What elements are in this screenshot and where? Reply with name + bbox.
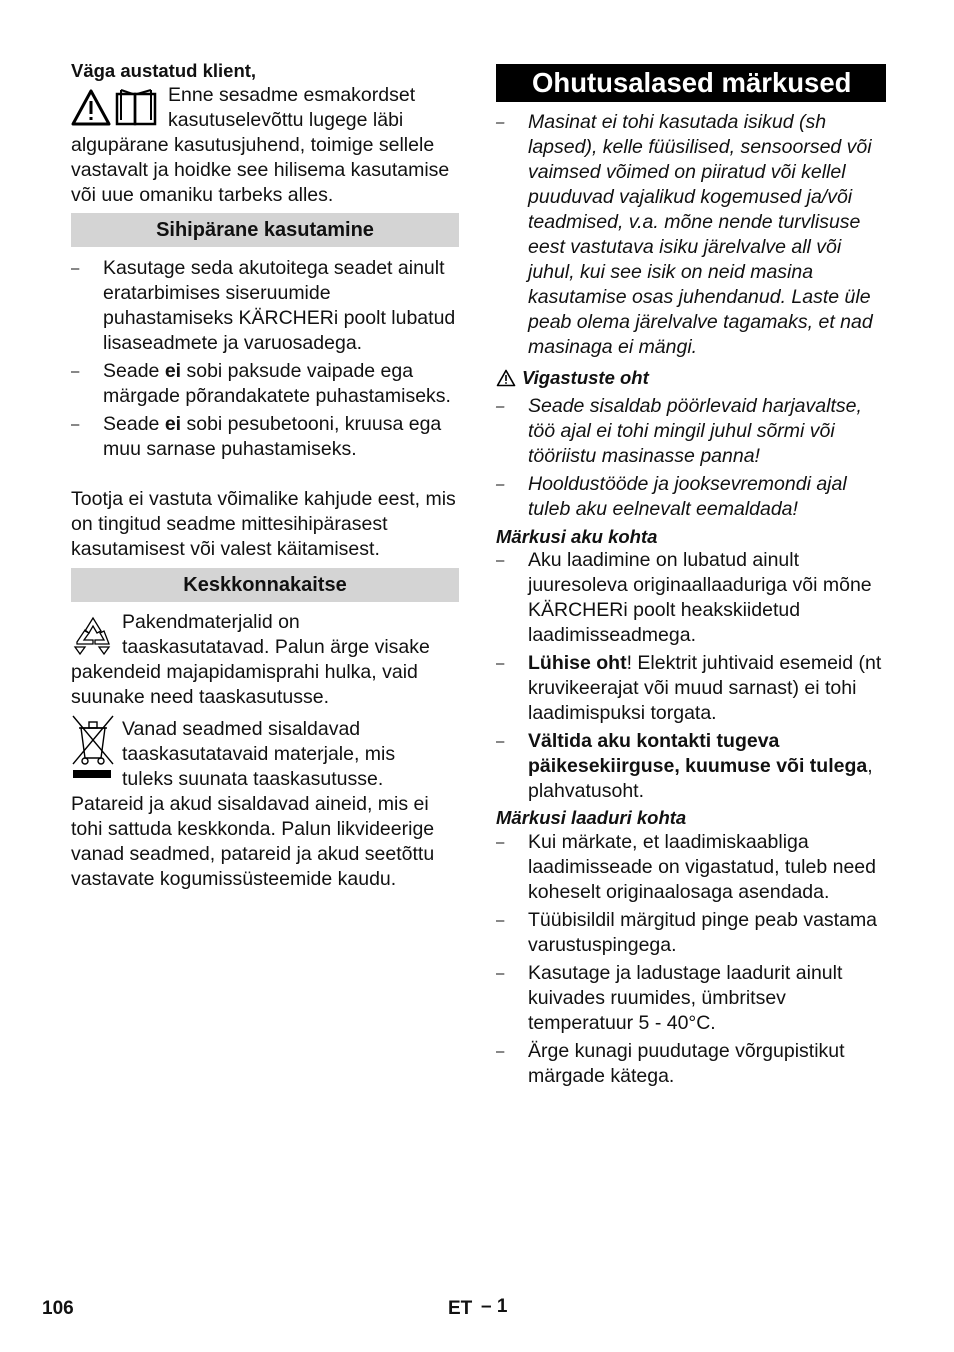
greeting: Väga austatud klient, bbox=[71, 60, 257, 81]
battery-list bbox=[496, 548, 886, 804]
recycle-line-1: Pakendmaterjalid on bbox=[122, 611, 300, 633]
list-item: – Aku laadimine on lubatud ainult juuresoleva originaallaaduriga või mõne KÄRCHERi poolt heakskiidetud laadimisseadmega. bbox=[496, 548, 886, 648]
page-number: 106 bbox=[42, 1298, 74, 1319]
weee-line-2: taaskasutatavaid materjale, mis bbox=[122, 743, 396, 765]
language-code: ET bbox=[448, 1298, 473, 1319]
weee-text: Patareid ja akud sisaldavad aineid, mis ei tohi sattuda keskkonda. Palun likvideerige vanad seadmed, patareid ja akud seetõttu vastavate kogumissüsteemide kaudu. bbox=[71, 793, 435, 890]
recycle-icon bbox=[71, 614, 115, 663]
recycle-text: pakendeid majapidamisprahi hulka, vaid suunake need taaskasutusse. bbox=[71, 661, 418, 708]
sub-page-number: – 1 bbox=[481, 1296, 508, 1317]
section-title-intended-use: Sihipärane kasutamine bbox=[71, 213, 459, 247]
list-item: – Kasutage ja ladustage laadurit ainult kuivades ruumides, ümbritsev temperatuur 5 - 40°C. bbox=[496, 961, 886, 1036]
crossed-bin-icon bbox=[71, 714, 115, 787]
injury-title: Vigastuste oht bbox=[496, 365, 886, 393]
warning-triangle-icon bbox=[496, 368, 516, 393]
intro-line-1: Enne sesadme esmakordset bbox=[168, 84, 416, 106]
list-item: – Masinat ei tohi kasutada isikud (sh lapsed), kelle füüsilised, sensoorsed või vaimsed võimed on piiratud või kellel puuduvad vajalikud kogemused ja/või teadmised, v.a. mõne nende turvlisuse eest vastutava isiku järelvalve all või juhul, kui see isik on neid masina kasutamise osas juhendanud. Laste üle peab olema järelvalve tagamaks, et nad masinaga ei mängi. bbox=[496, 110, 886, 360]
manual-book-icon bbox=[117, 90, 155, 124]
safety-intro-list bbox=[496, 110, 886, 360]
list-item: – Kui märkate, et laadimiskaabliga laadimisseade on vigastatud, tuleb need koheselt originaalosaga asendada. bbox=[496, 830, 886, 905]
list-item: – Hooldustööde ja jooksevremondi ajal tuleb aku eelnevalt eemaldada! bbox=[496, 472, 886, 522]
list-item: – Lühise oht! Elektrit juhtivaid esemeid (nt kruvikeerajat või muud sarnast) ei tohi laadimispuksi torgata. bbox=[496, 651, 886, 726]
liability-note: Tootja ei vastuta võimalike kahjude eest, mis on tingitud seadme mittesihipärasest kasutamisest või valest käitamisest. bbox=[71, 488, 456, 560]
list-item: – Tüübisildil märgitud pinge peab vastama varustuspingega. bbox=[496, 908, 886, 958]
list-item: – Kasutage seda akutoitega seadet ainult eratarbimises siseruumide puhastamiseks KÄRCHERi poolt lubatud lisaseadmete ja varuosadega. bbox=[71, 256, 459, 356]
charger-list bbox=[496, 830, 886, 1089]
charger-notes-title: Märkusi laaduri kohta bbox=[496, 807, 687, 828]
list-item: – Vältida aku kontakti tugeva päikesekiirguse, kuumuse või tulega, plahvatusoht. bbox=[496, 729, 886, 804]
list-item: – Seade sisaldab pöörlevaid harjavaltse, töö ajal ei tohi mingil juhul sõrmi või tööriistu masinasse panna! bbox=[496, 394, 886, 469]
intro-line-2: kasutuselevõttu lugege läbi bbox=[168, 109, 404, 131]
injury-list bbox=[496, 394, 886, 522]
weee-line-3: tuleks suunata taaskasutusse. bbox=[122, 768, 384, 790]
manual-warning-icons bbox=[71, 88, 159, 135]
list-item: – Seade ei sobi pesubetooni, kruusa ega muu sarnase puhastamiseks. bbox=[71, 412, 459, 462]
list-item: – Seade ei sobi paksude vaipade ega märgade põrandakatete puhastamiseks. bbox=[71, 359, 459, 409]
weee-line-1: Vanad seadmed sisaldavad bbox=[122, 718, 361, 740]
battery-notes-title: Märkusi aku kohta bbox=[496, 526, 658, 547]
intended-use-list bbox=[71, 256, 459, 462]
section-title-environment: Keskkonnakaitse bbox=[71, 568, 459, 602]
safety-header: Ohutusalased märkused bbox=[496, 64, 886, 102]
recycle-line-2: taaskasutatavad. Palun ärge visake bbox=[122, 636, 430, 658]
list-item: – Ärge kunagi puudutage võrgupistikut märgade kätega. bbox=[496, 1039, 886, 1089]
intro-text: algupärane kasutusjuhend, toimige sellele vastavalt ja hoidke see hilisema kasutamise või uue omaniku tarbeks alles. bbox=[71, 134, 450, 206]
warning-triangle-icon bbox=[71, 88, 159, 128]
